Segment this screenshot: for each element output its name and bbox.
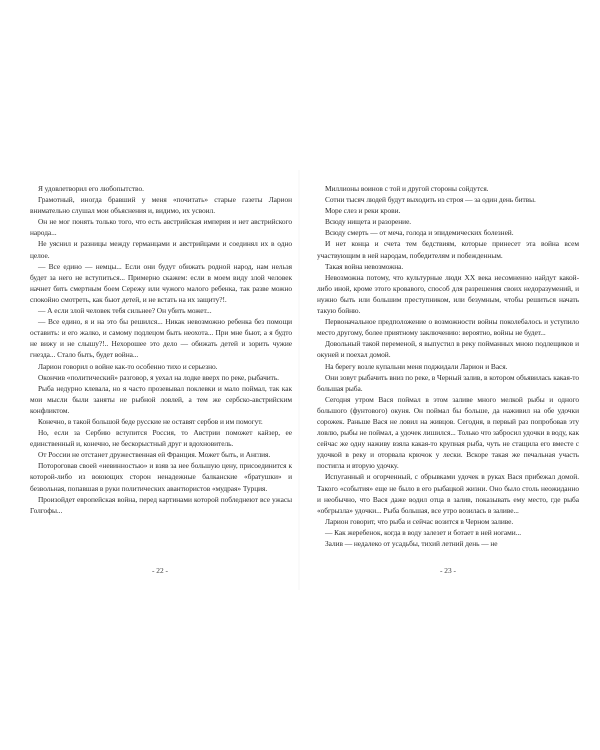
paragraph: Окончив «политический» разговор, я уехал на лодке вверх по реке, рыбачить. <box>38 372 279 382</box>
paragraph: Потороговав своей «невинностью» и взяв за нее большую цену, присоединится к которой-либо из воюющих сторон ненадежные балканские «братушки» и безвольная, попавшая в руки политических авантюристов «мудрая» Турция. <box>30 461 292 493</box>
paragraph: Испуганный и огорченный, с обрывками удочек в руках Вася прибежал домой. Такого «события» еще не было в его рыбацкой жизни. Оно было столь неожиданно и необычно, что Вася даже водил отца в залив, показывать ему место, где рыба «обгрызла» удочки... Рыба большая, все утро возилась в заливе... <box>317 472 579 515</box>
paragraph: Невозможна потому, что культурные люди XX века несомненно найдут какой-либо иной, кроме этого кровавого, способ для разрешения своих недоразумений, и нужно быть или большим преступником, или безумным, чтобы решиться начать такую бойню. <box>317 272 579 316</box>
paragraph: Они зовут рыбачить вниз по реке, в Черный залив, в котором объявилась какая-то большая рыба. <box>317 372 579 393</box>
paragraph: Довольный такой переменой, я выпустил в реку пойманных мною подлещиков и окуней и поехал домой. <box>317 339 579 360</box>
paragraph: Я удовлетворил его любопытство. <box>38 184 144 193</box>
paragraph: На берегу возле купальни меня поджидали Ларион и Вася. <box>325 361 508 371</box>
paragraph: Всюду нищета и разорение. <box>325 217 412 227</box>
paragraph: Ларион говорит, что рыба и сейчас возится в Черном заливе. <box>325 516 514 526</box>
paragraph: Залив — недалеко от усадьбы, тихий летний день — не <box>325 539 498 548</box>
paragraph: Всюду смерть — от меча, голода и эпидемических болезней. <box>325 228 514 238</box>
right-page <box>317 183 579 603</box>
paragraph: — А если злой человек тебя сильнее? Он убить может... <box>38 306 212 316</box>
paragraph: — Все едино — немцы... Если они будут обижать родной народ, нам нельзя будет за него не вступиться... Примерно скажем: если в моем виду злой человек начнет бить смертным боем Сережу или чужого малого ребенка, так разве можно спокойно смотреть, как бьют детей, и не встать на их защиту?!. <box>30 261 292 304</box>
paragraph: Первоначальное предположение о возможности войны поколебалось и уступило место другому, более приятному заключению: вероятно, войны не будет... <box>317 317 579 338</box>
paragraph: — Как жеребенок, когда в воду залезет и ботает в ней ногами... <box>325 527 522 537</box>
page-number-left: - 22 - <box>151 566 168 575</box>
paragraph: Но, если за Сербию вступится Россия, то Австрии поможет кайзер, ее единственный и, конечно, не бескорыстный друг и вдохновитель. <box>30 428 292 449</box>
paragraph: Сегодня утром Вася поймал в этом заливе много мелкой рыбы и одного большого (фунтового) окуня. Он поймал бы больше, да наживил на обе удочки сорожек. Раньше Вася не ловил на живцов. Сегодня, в первый раз попробовав эту ловлю, рыбы не поймал, а удочек лишился... Только что забросил удочки в воду, как сейчас же одну наживу взяла какая-то крупная рыба, чуть не стащила его вместе с удочкой в реку и оторвала крючок у лески. Вскоре такая же печальная участь постигла и вторую удочку. <box>317 394 579 471</box>
paragraph: Он не мог понять только того, что есть австрийская империя и нет австрийского народа... <box>30 217 292 238</box>
paragraph: Такая война невозможна. <box>325 261 404 271</box>
paragraph: Конечно, в такой большой беде русские не оставят сербов и им помогут. <box>38 416 263 426</box>
paragraph: Произойдет европейская война, перед картинами которой побледнеют все ужасы Голгофы... <box>30 494 292 515</box>
page-number-right: - 23 - <box>439 566 456 575</box>
paragraph: Рыба недурно клевала, но я часто прозевывал поклевки и мало поймал, так как мои мысли были заняты не рыбной ловлей, а тем же сербско-австрийским конфликтом. <box>30 383 292 415</box>
paragraph: Море слез и реки крови. <box>325 206 401 216</box>
gutter <box>298 170 300 590</box>
paragraph: Грамотный, иногда бравший у меня «почитать» старые газеты Ларион внимательно слушал мои объяснения и, видимо, их усвоил. <box>30 195 292 216</box>
left-page <box>30 183 292 603</box>
paragraph: Не уяснил и разницы между германцами и австрийцами и соединял их в одно целое. <box>30 239 292 260</box>
paragraph: От России не отстанет дружественная ей Франция. Может быть, и Англия. <box>38 450 271 460</box>
paragraph: И нет конца и счета тем бедствиям, которые принесет эта война всем участвующим в ней народам, победителям и побежденным. <box>317 239 579 260</box>
paragraph: Миллионы воинов с той и другой стороны сойдутся. <box>325 184 489 193</box>
paragraph: Ларион говорил о войне как-то особенно тихо и серьезно. <box>38 361 218 371</box>
paragraph: Сотни тысяч людей будут выходить из строя — за один день битвы. <box>325 195 536 205</box>
paragraph: — Все едино, я и на это бы решился... Никак невозможно ребенка без помощи оставить: и его жалко, и самому подлецом быть неохота... При мне бьют, а я будто не вижу и не слышу?!.. Нехорошее это дело — обижать детей и зорить чужие гнезда... Стало быть, будет война... <box>30 317 292 360</box>
